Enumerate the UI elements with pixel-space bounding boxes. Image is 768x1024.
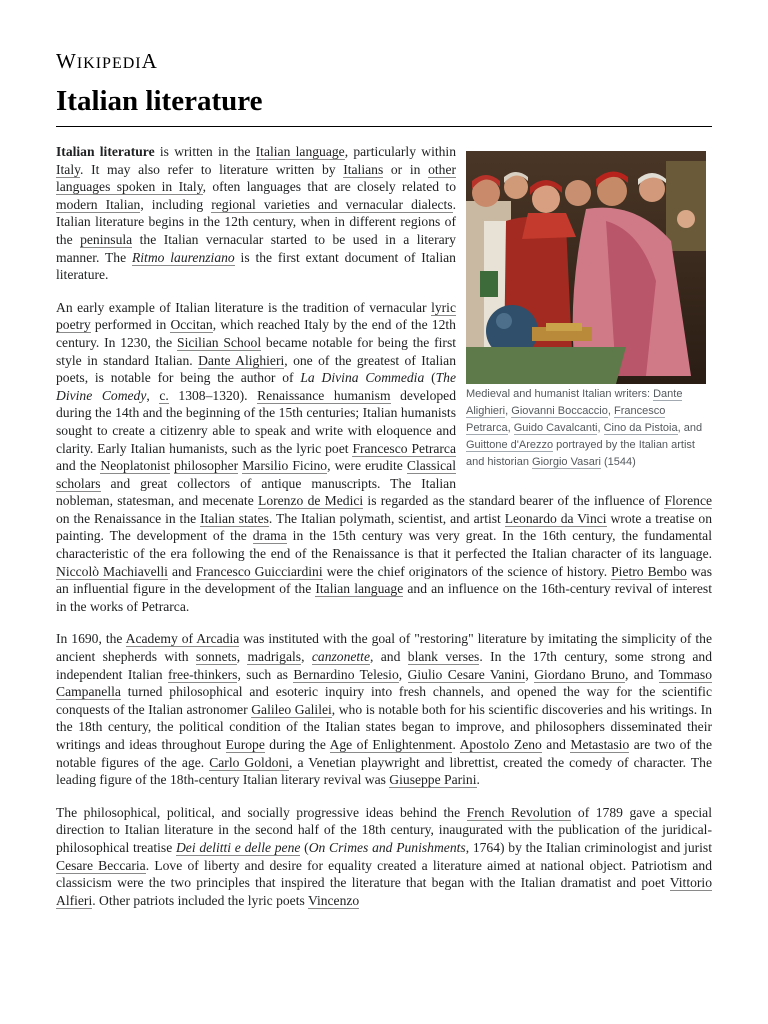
link-petrarca[interactable]: Francesco Petrarca — [352, 440, 456, 456]
link-bernardino-telesio[interactable]: Bernardino Telesio — [293, 666, 399, 682]
link-italian-language[interactable]: Italian language — [255, 144, 345, 159]
link-marsilio-ficino[interactable]: Marsilio Ficino — [242, 458, 328, 474]
link-leonardo-da-vinci[interactable]: Leonardo da Vinci — [504, 510, 607, 526]
link-florence[interactable]: Florence — [664, 493, 713, 509]
link-italian-states[interactable]: Italian states — [200, 510, 269, 526]
link-carlo-goldoni[interactable]: Carlo Goldoni — [209, 754, 289, 770]
link-guido-cavalcanti[interactable]: Guido Cavalcanti — [513, 422, 598, 434]
link-peninsula[interactable]: peninsula — [80, 231, 133, 247]
link-guicciardini[interactable]: Francesco Guicciardini — [195, 563, 323, 579]
link-dante[interactable]: Dante Alighieri — [198, 352, 285, 368]
link-occitan[interactable]: Occitan — [170, 317, 213, 333]
link-other-languages[interactable]: other languages spoken in Italy — [56, 161, 457, 195]
link-neoplatonist[interactable]: Neoplatonist — [100, 458, 170, 474]
link-italy[interactable]: Italy — [56, 161, 81, 177]
link-academy-of-arcadia[interactable]: Academy of Arcadia — [125, 631, 240, 647]
link-french-revolution[interactable]: French Revolution — [466, 804, 572, 820]
wikipedia-wordmark: WIKIPEDIA — [56, 49, 158, 73]
link-vittorio-alfieri[interactable]: Vittorio Alfieri — [56, 875, 712, 908]
link-machiavelli[interactable]: Niccolò Machiavelli — [56, 563, 168, 579]
link-sicilian-school[interactable]: Sicilian School — [177, 334, 262, 350]
link-modern-italian[interactable]: modern Italian — [56, 196, 141, 212]
link-classical-scholars[interactable]: Classical scholars — [56, 458, 456, 491]
link-madrigals[interactable]: madrigals — [247, 649, 302, 665]
link-dante-alighieri[interactable]: Dante Alighieri — [466, 388, 683, 417]
link-renaissance-humanism[interactable]: Renaissance humanism — [257, 387, 391, 403]
article-body — [56, 143, 712, 924]
link-sonnets[interactable]: sonnets — [195, 649, 237, 665]
link-cesare-beccaria[interactable]: Cesare Beccaria — [56, 857, 146, 873]
link-giuseppe-parini[interactable]: Giuseppe Parini — [389, 772, 477, 788]
paragraph-arcadia: In 1690, the Academy of Arcadia was instituted with the goal of "restoring" literature by imitating the simplicity of the ancient shepherds with sonnets, madrigals, canzonette, and blank verses. In the 17th century, some strong and independent Italian free-thinkers, such as Bernardino Telesio, Giulio Cesare Vanini, Giordano Bruno, and Tommaso Campanella turned philosophical and esoteric inquiry into fresh channels, and opened the way for the scientific conquests of the Italian astronomer Galileo Galilei, who is notable both for his scientific discoveries and his writings. In the 18th century, the political condition of the Italian states began to improve, and philosophers disseminated their writings and ideas throughout Europe during the Age of Enlightenment. Apostolo Zeno and Metastasio are two of the notable figures of the age. Carlo Goldoni, a Venetian playwright and librettist, created the comedy of character. The leading figure of the 18th-century Italian literary revival was Giuseppe Parini. — [56, 631, 713, 788]
figure-writers — [466, 151, 712, 471]
figure-caption: Medieval and humanist Italian writers: Dante Alighieri, Giovanni Boccaccio, Francesco Petrarca, Guido Cavalcanti, Cino da Pistoia, and Guittone d'Arezzo portrayed by the Italian artist and historian Giorgio Vasari (1544) — [466, 388, 703, 468]
link-apostolo-zeno[interactable]: Apostolo Zeno — [459, 737, 542, 752]
link-free-thinkers[interactable]: free-thinkers — [168, 666, 238, 682]
link-vanini[interactable]: Giulio Cesare Vanini — [407, 666, 526, 682]
link-lorenzo-de-medici[interactable]: Lorenzo de Medici — [258, 493, 364, 509]
painting-six-tuscan-poets[interactable] — [466, 151, 706, 384]
link-italian-language-2[interactable]: Italian language — [315, 581, 404, 597]
link-dei-delitti[interactable]: Dei delitti e delle pene — [175, 839, 301, 855]
link-italians[interactable]: Italians — [343, 161, 384, 177]
link-metastasio[interactable]: Metastasio — [570, 737, 630, 752]
link-campanella[interactable]: Tommaso Campanella — [56, 666, 713, 700]
link-vincenzo[interactable]: Vincenzo — [307, 892, 360, 908]
link-philosopher[interactable]: philosopher — [173, 458, 239, 474]
title-divider — [56, 126, 712, 127]
link-giorgio-vasari[interactable]: Giorgio Vasari — [532, 456, 601, 468]
page-title: Italian literature — [56, 85, 263, 117]
link-circa[interactable]: c. — [159, 387, 169, 403]
link-pietro-bembo[interactable]: Pietro Bembo — [611, 563, 687, 579]
link-europe[interactable]: Europe — [225, 737, 265, 752]
link-galileo[interactable]: Galileo Galilei — [251, 701, 332, 717]
link-lyric-poetry[interactable]: lyric poetry — [56, 299, 456, 333]
link-enlightenment[interactable]: Age of Enlightenment — [329, 737, 453, 752]
link-canzonette[interactable]: canzonette — [311, 649, 370, 665]
link-guittone-darezzo[interactable]: Guittone d'Arezzo — [466, 439, 554, 451]
paragraph-intro: Italian literature is written in the Italian language, particularly within Italy. It may also refer to literature written by Italians or in other languages spoken in Italy, often languages that are closely related to modern Italian, including regional varieties and vernacular dialects. Italian literature begins in the 12th century, when in different regions of the peninsula the Italian vernacular started to be used in a literary manner. The Ritmo laurenziano is the first extant document of Italian literature. — [56, 144, 457, 283]
link-drama[interactable]: drama — [252, 528, 287, 544]
paragraph-history: An early example of Italian literature is the tradition of vernacular lyric poetry performed in Occitan, which reached Italy by the end of the 12th century. In 1230, the Sicilian School became notable for being the first style in standard Italian. Dante Alighieri, one of the greatest of Italian poets, is notable for being the author of La Divina Commedia (The Divine Comedy, c. 1308–1320). Renaissance humanism developed during the 14th and the beginning of the 15th centuries; Italian humanists sought to create a citizenry able to speak and write with eloquence and clarity. Early Italian humanists, such as the lyric poet Francesco Petrarca and the Neoplatonist philosopher Marsilio Ficino, were erudite Classical scholars and great collectors of antique manuscripts. The Italian nobleman, statesman, and mecenate Lorenzo de Medici is regarded as the standard bearer of the influence of Florence on the Renaissance in the Italian states. The Italian polymath, scientist, and artist Leonardo da Vinci wrote a treatise on painting. The development of the drama in the 15th century was very great. In the 16th century, the fundamental characteristic of the era following the end of the Renaissance is that it perfected the Italian character of its language. Niccolò Machiavelli and Francesco Guicciardini were the chief originators of the science of history. Pietro Bembo was an influential figure in the development of the Italian language and an influence on the 16th-century revival of interest in the works of Petrarca. — [56, 299, 713, 614]
link-regional-varieties[interactable]: regional varieties and vernacular dialects — [211, 196, 453, 212]
link-cino-da-pistoia[interactable]: Cino da Pistoia — [603, 422, 678, 434]
link-blank-verses[interactable]: blank verses — [407, 649, 480, 665]
link-giovanni-boccaccio[interactable]: Giovanni Boccaccio — [511, 405, 608, 417]
paragraph-revolution: The philosophical, political, and socially progressive ideas behind the French Revolution of 1789 gave a special direction to Italian literature in the second half of the 18th century, inaugurated with the publication of the juridical-philosophical treatise Dei delitti e delle pene (On Crimes and Punishments, 1764) by the Italian criminologist and jurist Cesare Beccaria. Love of liberty and desire for equality created a literature aimed at national object. Patriotism and classicism were the two principles that inspired the literature that began with the Italian dramatist and poet Vittorio Alfieri. Other patriots included the lyric poets Vincenzo — [56, 804, 713, 908]
link-giordano-bruno[interactable]: Giordano Bruno — [534, 666, 625, 682]
link-ritmo-laurenziano[interactable]: Ritmo laurenziano — [131, 249, 235, 265]
link-francesco-petrarca[interactable]: Francesco Petrarca — [466, 405, 666, 434]
